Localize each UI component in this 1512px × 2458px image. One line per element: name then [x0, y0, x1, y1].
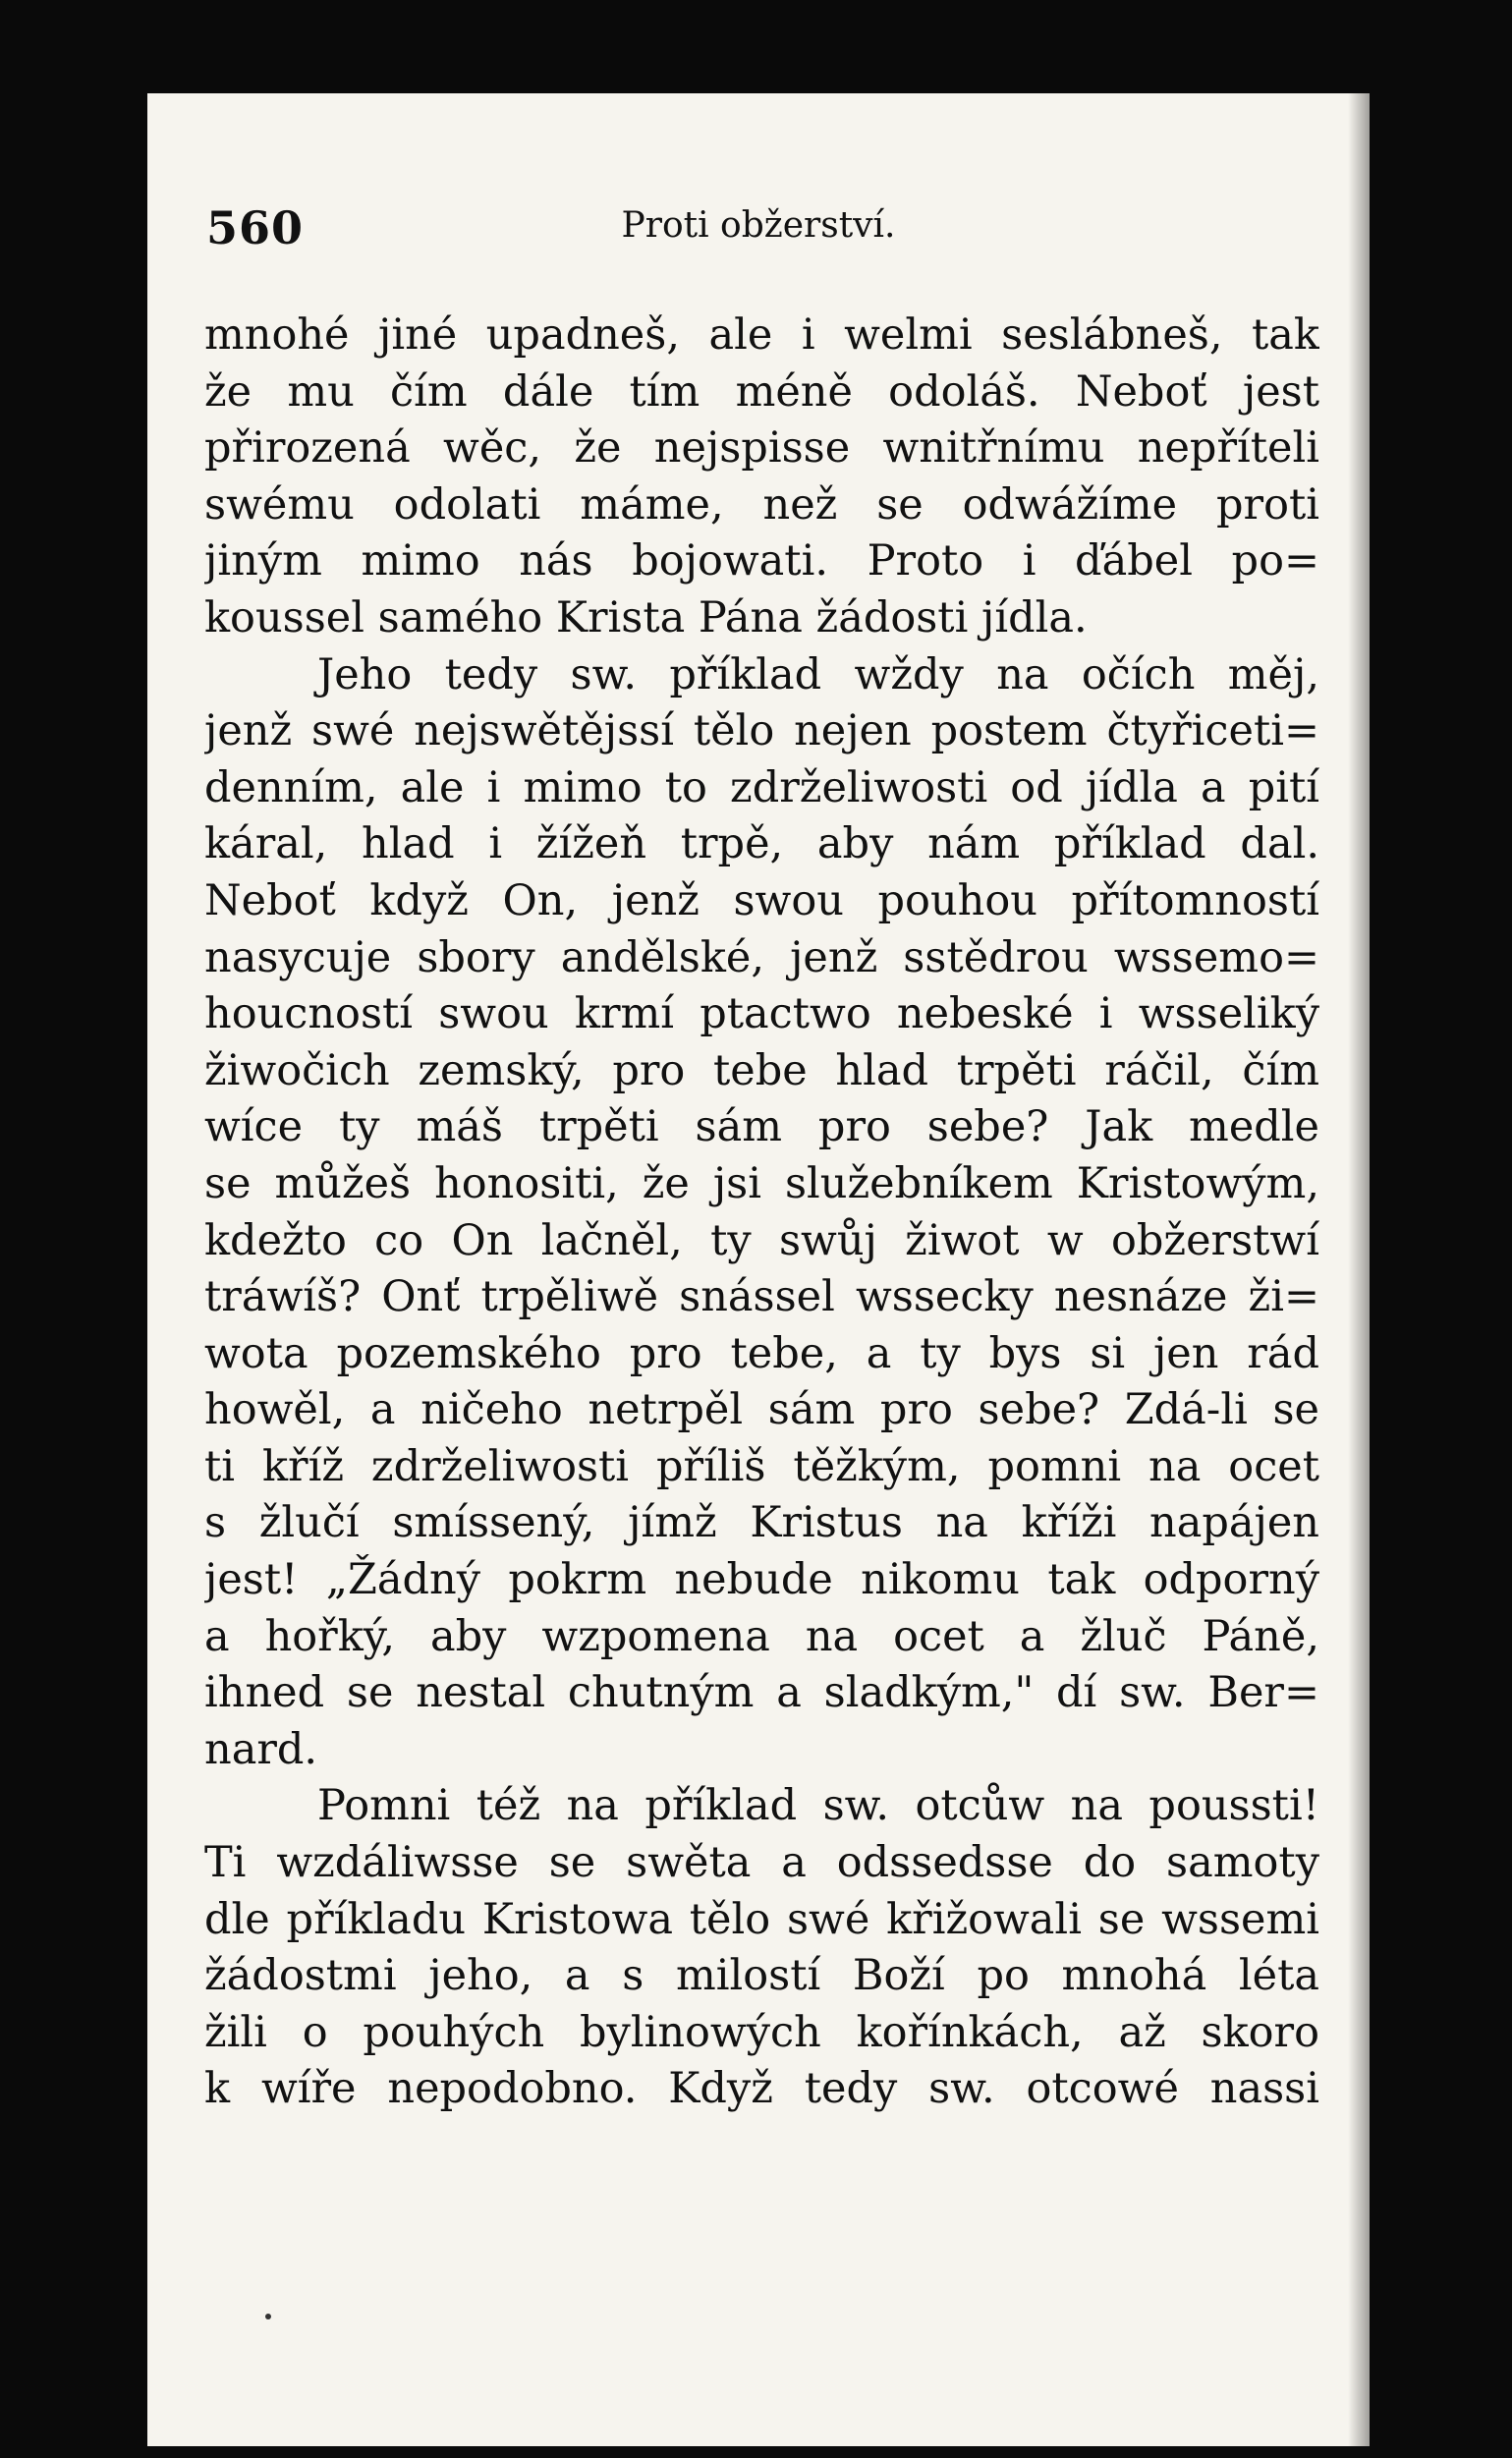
text-line: Ti wzdáliwsse se swěta a odssedsse do samoty [204, 1838, 1319, 1888]
text-line: jiným mimo nás bojowati. Proto i ďábel po= [204, 536, 1319, 587]
text-line: káral, hlad i žížeň trpě, aby nám příklad dal. [204, 819, 1319, 869]
text-line: se můžeš honositi, že jsi služebníkem Kristowým, [204, 1158, 1319, 1208]
text-line: ti kříž zdrželiwosti příliš těžkým, pomni na ocet [204, 1441, 1319, 1491]
text-line: a hořký, aby wzpomena na ocet a žluč Páně, [204, 1611, 1319, 1661]
text-line: s žlučí smíssený, jímž Kristus na kříži napájen [204, 1498, 1319, 1548]
text-line: wíce ty máš trpěti sám pro sebe? Jak medle [204, 1102, 1319, 1152]
text-line: Neboť když On, jenž swou pouhou přítomností [204, 875, 1319, 925]
text-line: Jeho tedy sw. příklad wždy na očích měj, [317, 649, 1319, 699]
text-line: denním, ale i mimo to zdrželiwosti od jídla a pití [204, 762, 1319, 812]
page-number: 560 [206, 201, 305, 254]
body-text [204, 307, 1319, 2118]
text-line: mnohé jiné upadneš, ale i welmi seslábneš, tak [204, 310, 1319, 360]
running-head: Proti obžerství. [621, 205, 896, 246]
text-line: jest! „Žádný pokrm nebude nikomu tak odporný [204, 1555, 1319, 1605]
text-line: dle příkladu Kristowa tělo swé křižowali se wssemi [204, 1894, 1319, 1944]
text-line: že mu čím dále tím méně odoláš. Neboť jest [204, 366, 1319, 417]
text-line: žiwočich zemský, pro tebe hlad trpěti ráčil, čím [204, 1045, 1319, 1095]
text-line: houcností swou krmí ptactwo nebeské i wsseliký [204, 989, 1319, 1039]
text-line: přirozená wěc, že nejspisse wnitřnímu nepříteli [204, 423, 1319, 474]
text-line: ihned se nestal chutným a sladkým," dí sw. Ber= [204, 1668, 1319, 1718]
text-line: wota pozemského pro tebe, a ty bys si jen rád [204, 1328, 1319, 1378]
text-line: swému odolati máme, než se odwážíme proti [204, 479, 1319, 530]
text-line: kdežto co On lačněl, ty swůj žiwot w obžerstwí [204, 1215, 1319, 1265]
text-line: howěl, a ničeho netrpěl sám pro sebe? Zdá-li se [204, 1385, 1319, 1435]
text-line: žádostmi jeho, a s milostí Boží po mnohá léta [204, 1951, 1319, 2001]
text-line: k wíře nepodobno. Když tedy sw. otcowé nassi [204, 2064, 1319, 2114]
text-line: jenž swé nejswětějssí tělo nejen postem čtyřiceti= [204, 706, 1319, 756]
text-line: nasycuje sbory andělské, jenž sstědrou wssemo= [204, 932, 1319, 982]
text-line: žili o pouhých bylinowých kořínkách, až skoro [204, 2007, 1319, 2057]
ink-speck [265, 2314, 271, 2319]
text-line: tráwíš? Onť trpěliwě snássel wssecky nesnáze ži= [204, 1272, 1319, 1322]
text-line: koussel samého Krista Pána žádosti jídla. [204, 592, 1088, 642]
page-edge-shadow [1348, 93, 1370, 2446]
text-line: nard. [204, 1724, 318, 1774]
book-page [147, 93, 1370, 2446]
text-line: Pomni též na příklad sw. otcůw na poussti! [317, 1781, 1319, 1831]
